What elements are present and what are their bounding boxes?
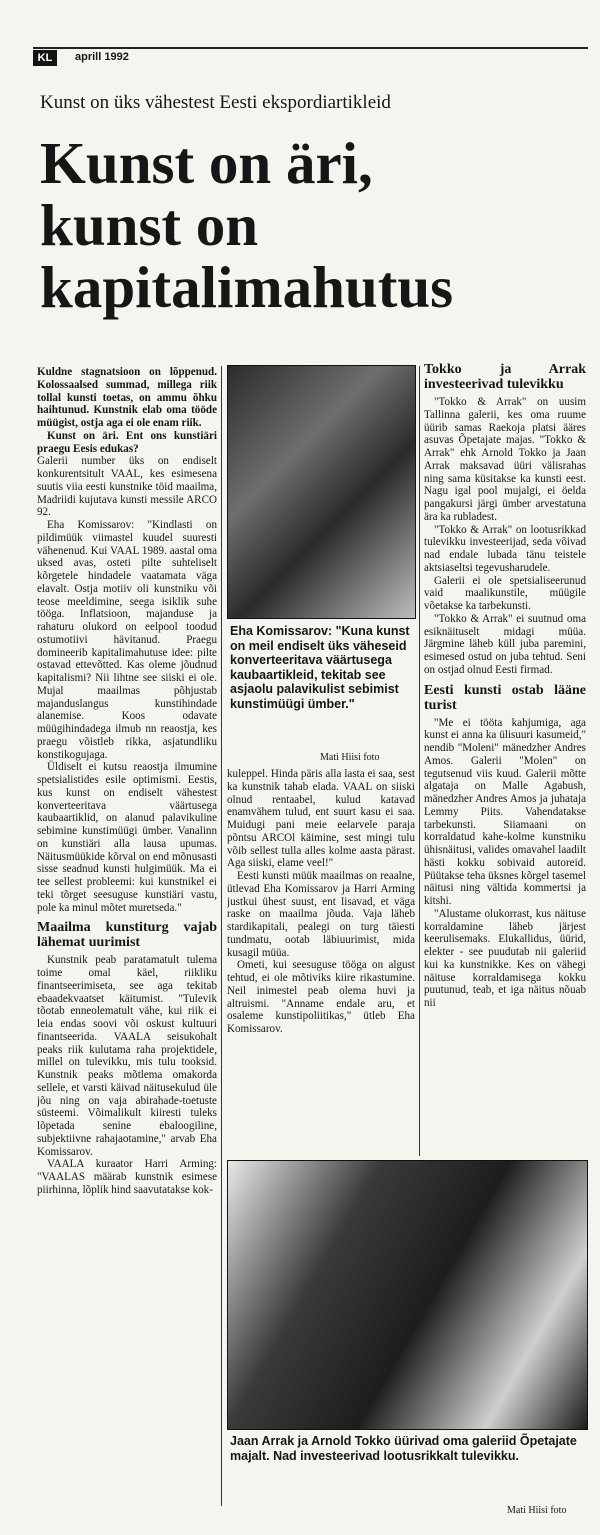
- header-rule: [33, 47, 588, 49]
- photo-credit: Mati Hiisi foto: [507, 1505, 567, 1516]
- photo-jaan-arrak-arnold-tokko: [227, 1160, 588, 1430]
- column-3: [424, 362, 586, 1157]
- photo-caption: Jaan Arrak ja Arnold Tokko üürivad oma galeriid Õpetajate majalt. Nad investeerivad lootusrikkalt tulevikku.: [230, 1434, 577, 1463]
- paragraph: Eesti kunsti müük maailmas on reaalne, ütlevad Eha Komissarov ja Harri Arming justkui ühest suust, ent lisavad, et väga raske on maailma jõuda. Vaja läheb stardikapitali, pealegi on turg täiesti tundmatu, ootab läbiuurimist, mida kusagil müüa.: [227, 870, 415, 959]
- paragraph: "Me ei tööta kahjumiga, aga kunst ei anna ka ülisuuri kasumeid," nendib "Moleni" mänedzher Andres Amos. Galerii "Molen" on tegutsenud viis kuud. Galerii mõtte algataja on Malle Agabush, mänedzher Andres Amos ja juhataja Lemmy Piits. Vahendatakse tarbekunsti. Siiamaani on korraldatud kahe-kolme kunstniku ühisnäitusi, valides omavahel laadilt hästi kokku sobivaid autoreid. Püütakse teha üksnes kõrgel tasemel näitusi ning vältida kommertsi ja kitshi.: [424, 716, 586, 907]
- paragraph: "Tokko & Arrak" on lootusrikkad tulevikku investeerijad, seda võivad nad endale lubada tänu teistele aktsiaseltsi tegevusharudele.: [424, 523, 586, 574]
- paragraph: Galerii ei ole spetsialiseerunud vaid maalikunstile, müügile võetakse ka tarbekunsti.: [424, 574, 586, 612]
- paragraph: "Alustame olukorrast, kus näituse korraldamine läheb järjest keerulisemaks. Elukallidus, üürid, elekter - see puudutab nii galeriid kui ka kunstnikke. Kes on vähegi näituse korraldamisega kokku puutunud, teab, et iga näitus nõuab nii: [424, 907, 586, 1009]
- subheading: Maailma kunstiturg vajab lähemat uurimist: [37, 920, 217, 951]
- paragraph: Galerii number üks on endiselt konkurentsitult VAAL, kes esimesena suutis viia eesti kunstnike töid maailma, Madriidi kujutava kunsti messile ARCO 92.: [37, 455, 217, 519]
- paragraph: Eha Komissarov: "Kindlasti on pildimüük viimastel kuudel suuresti vähenenud. Kui VAAL 1989. aastal oma uksed avas, osteti pilte suhteliselt kõrgetele hindadele vaatamata väga elavalt. Ostja motiiv oli kunstniku või teose meeldimine, seega isiklik suhe tööga. Inflatsioon, majanduse ja rahaturu olukord on eelpool toodud ostumotiivi hävitanud. Praegu domineerib kapitalimahutuse idee: pilte ostavad ettevõtted. Kas oleme jõudnud kapitalismi? Nii lihtne see siiski ei ole. Mujal maailmas põhjustab majanduslangus kunstihindade alanemise. Koos odavate müügihindadega ilmub nn reaostja, kes praegu võistleb rikka, asjatundliku konstikogujaga.: [37, 519, 217, 761]
- subheading: Tokko ja Arrak investeerivad tulevikku: [424, 362, 586, 392]
- column-2: [227, 768, 415, 1148]
- issue-date: aprill 1992: [75, 51, 129, 63]
- publication-logo: KL: [33, 50, 57, 66]
- paragraph: kuleppel. Hinda päris alla lasta ei saa, sest ka kunstnik tahab elada. VAAL on siiski olnud rentaabel, kulud katavad enamvähem tulud, ent suurt kasu ei saa. Muidugi pani meie eelarvele paraja põntsu ARCOl käimine, sest mingi tulu võib sellest tulla alles kolme aasta pärast. Aga siiski, elame veel!": [227, 768, 415, 870]
- paragraph: "Tokko & Arrak" ei suutnud oma esiknäituselt midagi müüa. Järgmine läheb küll juba paremini, esimesed ostud on juba tehtud. Seni on ostjad olnud Eesti firmad.: [424, 612, 586, 676]
- column-1: [37, 366, 217, 1506]
- paragraph: Kunstnik peab paratamatult tulema toime omal käel, riikliku finantseerimiseta, see aga tekitab ebaadekvaatset käitumist. "Tulevik tõotab enneolematult vähe, kui riik ei leia endas soovi või oskust kultuuri finantseerida. VAALA seisukohalt peaks riik kulutama raha projektidele, millel on tulevikku, mis tulu tooksid. Kunstnik peaks mõtlema omakorda sellele, et varsti käivad näitusekulud üle jõu ning on vaja abirahade-toetuste süsteemi. Võimalikult kiiresti tuleks lõpetada senine ebaloogiline, subjektiivne rahajaotamine," arvab Eha Komissarov.: [37, 954, 217, 1158]
- headline: [40, 132, 453, 318]
- headline-line-2: kunst on: [40, 192, 259, 258]
- photo-caption: Eha Komissarov: "Kuna kunst on meil endiselt üks väheseid konverteeritava väärtusega kaubaartikleid, tekitab see asjaolu palavikulist sebimist kunstimüügi ümber.": [230, 624, 410, 711]
- question: Kunst on äri. Ent ons kunstiäri praegu Eesis edukas?: [37, 429, 217, 455]
- column-divider: [419, 366, 420, 1156]
- lead-paragraph: Kuldne stagnatsioon on lõppenud. Kolossaalsed summad, millega riik tollal kunsti toetas, on ammu õhku haihtunud. Kunstnik elab oma tööde müügist, ostja aga ei ole enam riik.: [37, 366, 217, 429]
- kicker: Kunst on üks vähestest Eesti ekspordiartikleid: [40, 92, 391, 113]
- paragraph: Üldiselt ei kutsu reaostja ilmumine spetsialistides esile optimismi. Eestis, kus kunst on endiselt vähestest konverteeritava väärtusega kaubaartiklid, on alanud palavikuline sebimine kunstimüügi ümber. Vanalinn on kunstiäri alla lausa upumas. Näitusmüükide kõrval on end mõnusasti sisse seadnud kunsti hulgimüük. Ma ei tee sellest probleemi: kui kunstnikel ei teki tõrget seesuguse kunstiäri vastu, pole ka minul mõtet muretseda.": [37, 761, 217, 914]
- headline-line-1: Kunst on äri,: [40, 130, 373, 196]
- column-divider: [221, 366, 222, 1506]
- paragraph: Ometi, kui seesuguse tööga on algust tehtud, ei ole mõtiviks kiire rikastumine. Neil inimestel peab olema huvi ja altruismi. "Anname endale aru, et osaleme kunstipoliitikas," ütleb Eha Komissarov.: [227, 959, 415, 1035]
- paragraph: "Tokko & Arrak" on uusim Tallinna galerii, kes oma ruume üürib samas Raekoja platsi ääres asuvas Õpetajate majas. "Tokko & Arrak" ehk Arnold Tokko ja Jaan Arrak maksavad üüri välisrahas ning sama küsitakse ka kunsti eest. Nagu igal pool mujalgi, ei öelda pangakursi järgi ümber arvestatuna ära ka rubladest.: [424, 396, 586, 523]
- subheading: Eesti kunsti ostab lääne turist: [424, 682, 586, 713]
- headline-line-3: kapitalimahutus: [40, 254, 454, 320]
- paragraph: VAALA kuraator Harri Arming: "VAALAS määrab kunstnik esimese piirhinna, lõplik hind saavutatakse kok-: [37, 1158, 217, 1196]
- photo-credit: Mati Hiisi foto: [320, 752, 380, 763]
- photo-eha-komissarov: [227, 365, 416, 619]
